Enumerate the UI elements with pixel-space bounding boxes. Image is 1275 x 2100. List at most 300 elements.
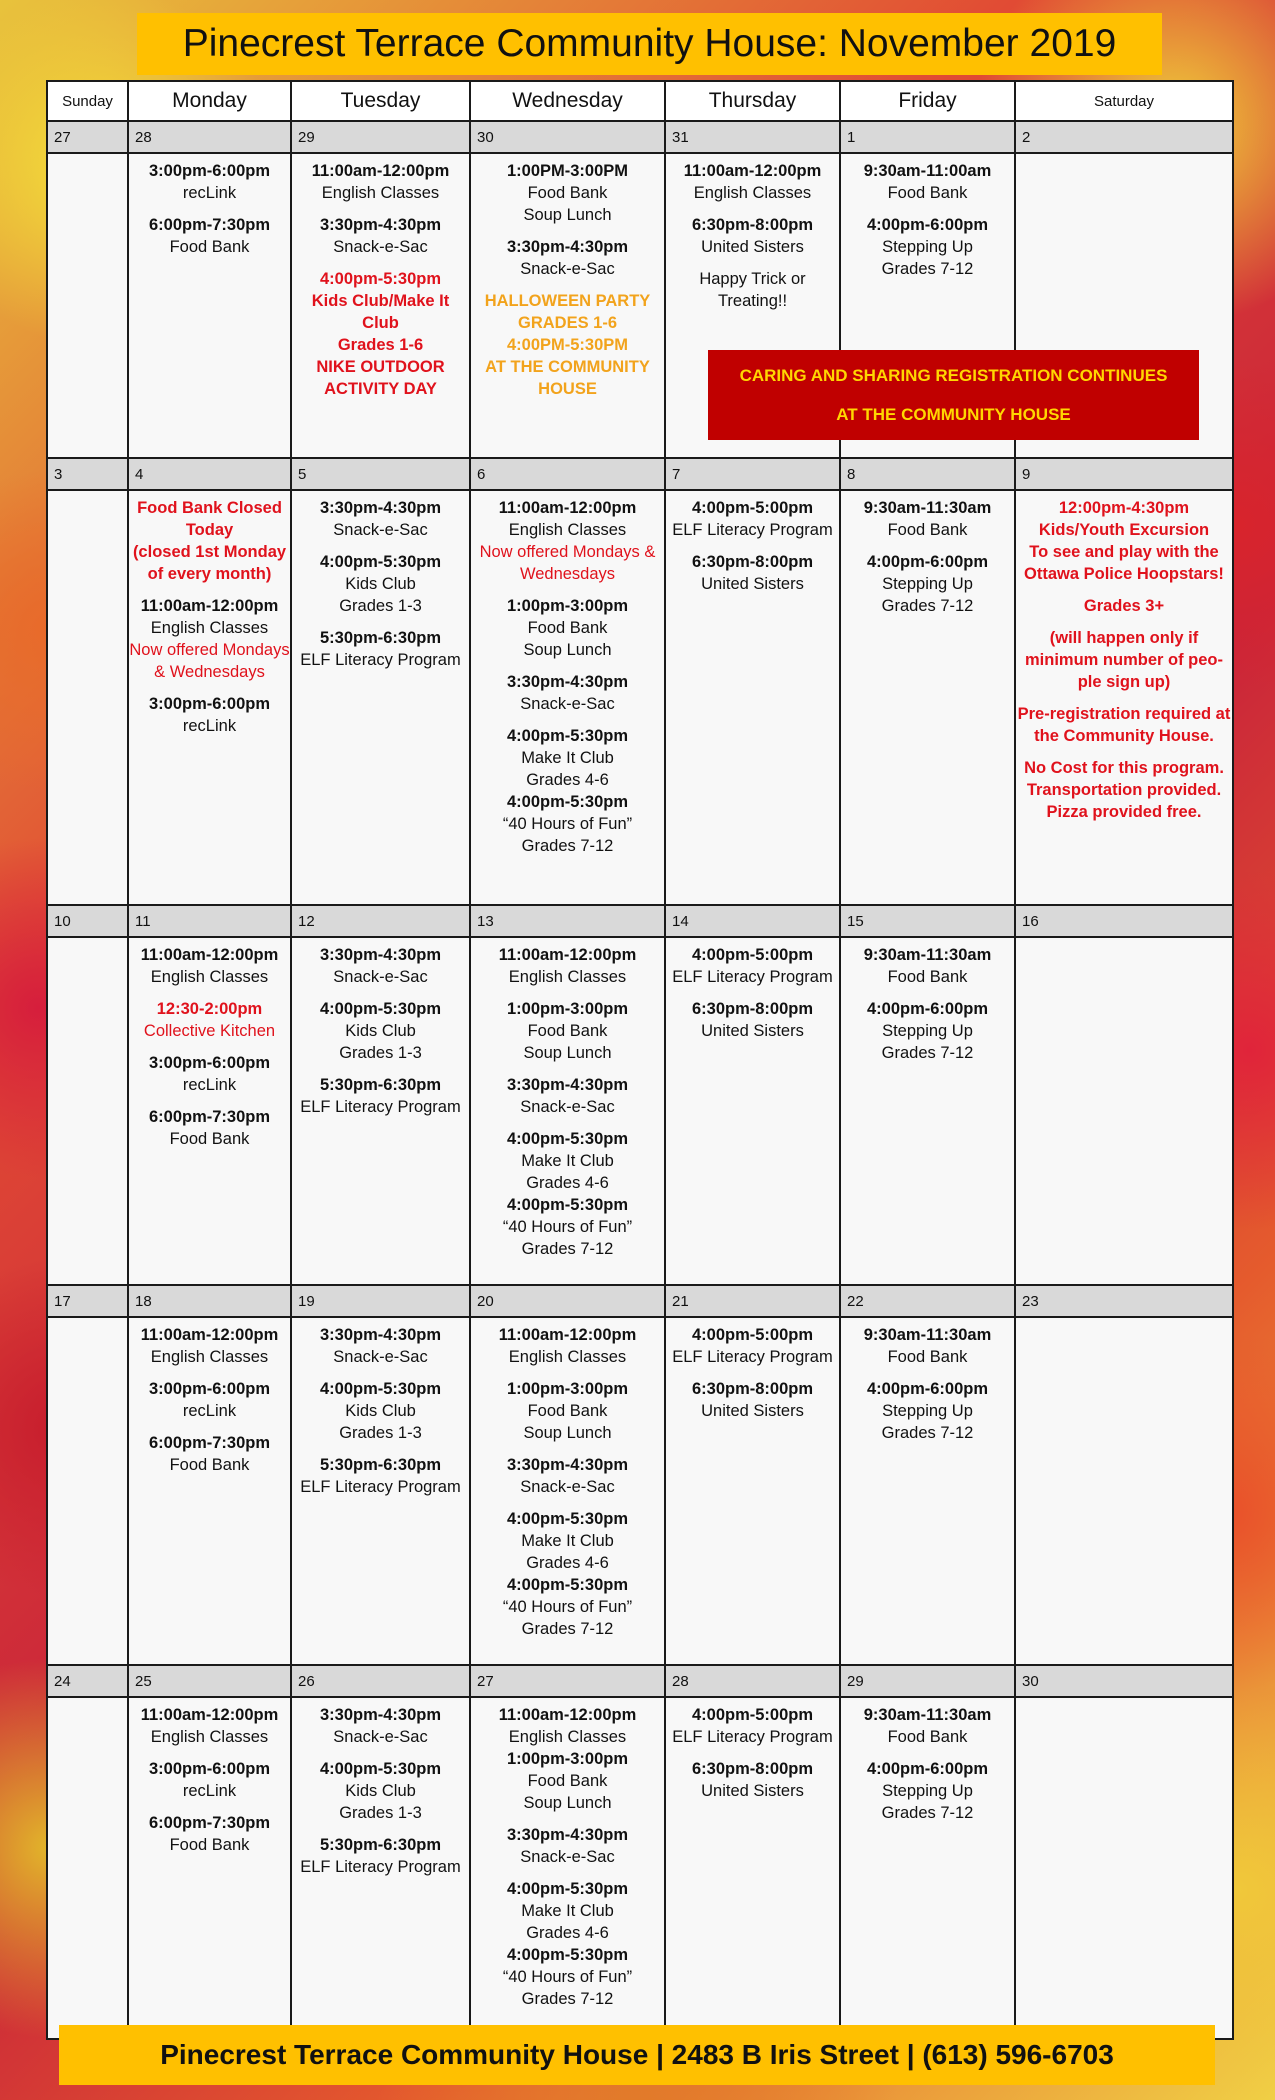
event-time: 6:00pm-7:30pm [148, 1814, 271, 1832]
calendar-event [841, 944, 1014, 988]
calendar-event [471, 1324, 664, 1368]
events-row [47, 490, 1233, 905]
event-text: Food Bank Closed Today [137, 499, 282, 539]
calendar-event [292, 1378, 469, 1444]
calendar-event [666, 551, 839, 595]
event-text: AT THE COMMUNITY HOUSE [485, 358, 650, 398]
event-text: To see and play with the Ottawa Police Hoopstars! [1024, 543, 1224, 583]
weekday-header: Saturday [1015, 81, 1233, 121]
calendar-event [471, 725, 664, 791]
event-time: 4:00pm-5:30pm [319, 270, 442, 288]
calendar-event [292, 1454, 469, 1498]
calendar-event [1016, 703, 1232, 747]
event-text: recLink [182, 1076, 237, 1094]
event-text: Grades 7-12 [881, 597, 974, 615]
event-time: 3:30pm-4:30pm [319, 1326, 442, 1344]
event-text: Stepping Up [882, 238, 973, 256]
event-text: (closed 1st Monday of every month) [132, 543, 287, 583]
day-cell [665, 937, 840, 1285]
event-text: Food Bank [169, 238, 250, 256]
date-number: 18 [128, 1285, 291, 1317]
event-text: “40 Hours of Fun” [502, 815, 633, 833]
date-number: 7 [665, 458, 840, 490]
event-text: English Classes [321, 184, 440, 202]
event-text: English Classes [150, 619, 269, 637]
day-cell [840, 490, 1015, 905]
calendar-event [129, 944, 290, 988]
calendar-event [841, 998, 1014, 1064]
event-time: 4:00pm-6:00pm [866, 216, 989, 234]
date-number: 29 [291, 121, 470, 153]
calendar-event [841, 1704, 1014, 1748]
date-number: 19 [291, 1285, 470, 1317]
calendar-event [471, 1748, 664, 1814]
event-time: 11:00am-12:00pm [140, 946, 279, 964]
registration-banner-line: CARING AND SHARING REGISTRATION CONTINUES [739, 365, 1168, 385]
day-cell [1015, 1317, 1233, 1665]
event-text: Food Bank [169, 1836, 250, 1854]
calendar-event [292, 551, 469, 617]
day-cell [840, 937, 1015, 1285]
date-number: 11 [128, 905, 291, 937]
event-text: English Classes [150, 1728, 269, 1746]
event-text: recLink [182, 1782, 237, 1800]
calendar-event [292, 1834, 469, 1878]
event-text: Stepping Up [882, 1782, 973, 1800]
event-text: Stepping Up [882, 1402, 973, 1420]
event-time: 9:30am-11:30am [863, 1326, 992, 1344]
event-time: 6:30pm-8:00pm [691, 1760, 814, 1778]
calendar-event [471, 1878, 664, 1944]
event-text: No Cost for this program. Transportation provided. Pizza provided free. [1024, 759, 1224, 821]
event-text: Food Bank [169, 1130, 250, 1148]
event-time: 4:00pm-5:30pm [506, 1946, 629, 1964]
calendar-event [292, 627, 469, 671]
event-text: Grades 7-12 [881, 1804, 974, 1822]
event-text: recLink [182, 1402, 237, 1420]
event-text: United Sisters [701, 1782, 804, 1800]
date-number: 13 [470, 905, 665, 937]
event-time: 4:00pm-5:30pm [506, 1576, 629, 1594]
date-number: 17 [47, 1285, 128, 1317]
event-time: 4:00pm-5:30pm [319, 553, 442, 571]
event-text: 4:00PM-5:30PM [506, 336, 629, 354]
date-number: 28 [665, 1665, 840, 1697]
event-time: 6:00pm-7:30pm [148, 1434, 271, 1452]
date-row [47, 458, 1233, 490]
calendar-event [666, 268, 839, 312]
event-text: Snack-e-Sac [333, 1348, 428, 1366]
event-text: United Sisters [701, 1022, 804, 1040]
event-text: Grades 4-6 [526, 1174, 609, 1192]
calendar-event [292, 944, 469, 988]
event-time: 11:00am-12:00pm [140, 1706, 279, 1724]
calendar-event [129, 1324, 290, 1368]
event-time: 5:30pm-6:30pm [319, 1076, 442, 1094]
calendar-event [1016, 627, 1232, 693]
date-row [47, 905, 1233, 937]
weekday-header-row [47, 81, 1233, 121]
event-text: Soup Lunch [523, 206, 612, 224]
calendar-event [292, 214, 469, 258]
day-cell [665, 1697, 840, 2039]
event-text: Food Bank [169, 1456, 250, 1474]
event-time: 4:00pm-5:30pm [506, 1130, 629, 1148]
calendar-event [129, 595, 290, 683]
event-time: 4:00pm-5:30pm [319, 1380, 442, 1398]
event-note: Now offered Mondays & Wednesdays [479, 543, 656, 583]
day-cell [128, 1317, 291, 1665]
event-time: 3:30pm-4:30pm [319, 1706, 442, 1724]
date-number: 6 [470, 458, 665, 490]
calendar-event [471, 791, 664, 857]
page-title: Pinecrest Terrace Community House: November 2019 [137, 13, 1162, 75]
event-text: Grades 4-6 [526, 1924, 609, 1942]
date-number: 27 [470, 1665, 665, 1697]
events-row [47, 1697, 1233, 2039]
event-text: ELF Literacy Program [300, 1098, 461, 1116]
calendar-event [471, 1074, 664, 1118]
date-number: 23 [1015, 1285, 1233, 1317]
event-time: 4:00pm-6:00pm [866, 1380, 989, 1398]
event-time: 3:00pm-6:00pm [148, 1380, 271, 1398]
event-time: 4:00pm-6:00pm [866, 1000, 989, 1018]
calendar-event [471, 1704, 664, 1748]
event-text: Kids/Youth Excursion [1038, 521, 1210, 539]
event-text: Snack-e-Sac [333, 521, 428, 539]
date-row [47, 1665, 1233, 1697]
calendar-event [841, 1758, 1014, 1824]
calendar-event [471, 1194, 664, 1260]
event-text: Snack-e-Sac [333, 238, 428, 256]
calendar-event [129, 1758, 290, 1802]
event-time: 12:00pm-4:30pm [1058, 499, 1190, 517]
calendar-event [666, 1324, 839, 1368]
event-text: Food Bank [887, 968, 968, 986]
day-cell [128, 937, 291, 1285]
weekday-header: Friday [840, 81, 1015, 121]
date-number: 24 [47, 1665, 128, 1697]
event-time: 1:00pm-3:00pm [506, 597, 629, 615]
date-row [47, 1285, 1233, 1317]
calendar-event [292, 1758, 469, 1824]
event-time: 6:30pm-8:00pm [691, 1000, 814, 1018]
calendar-event [129, 497, 290, 585]
event-text: recLink [182, 184, 237, 202]
day-cell [1015, 490, 1233, 905]
registration-banner [708, 350, 1199, 440]
event-text: Food Bank [887, 1348, 968, 1366]
event-time: 11:00am-12:00pm [498, 1706, 637, 1724]
event-text: Make It Club [521, 1532, 614, 1550]
calendar-event [129, 1052, 290, 1096]
day-cell [128, 1697, 291, 2039]
calendar-event [292, 268, 469, 400]
calendar-event [129, 1106, 290, 1150]
calendar-event [666, 160, 839, 204]
event-time: 4:00pm-5:00pm [691, 1706, 814, 1724]
event-text: English Classes [508, 1728, 627, 1746]
day-cell [47, 1697, 128, 2039]
event-text: Snack-e-Sac [520, 260, 615, 278]
calendar-event [129, 998, 290, 1042]
date-number: 10 [47, 905, 128, 937]
event-text: Stepping Up [882, 575, 973, 593]
calendar-event [129, 214, 290, 258]
calendar-event [471, 1508, 664, 1574]
calendar-event [471, 160, 664, 226]
calendar-event [841, 160, 1014, 204]
event-time: 3:00pm-6:00pm [148, 695, 271, 713]
event-text: “40 Hours of Fun” [502, 1968, 633, 1986]
event-text: ELF Literacy Program [672, 1728, 833, 1746]
event-time: 11:00am-12:00pm [683, 162, 822, 180]
event-text: Kids Club [345, 1402, 416, 1420]
event-time: 5:30pm-6:30pm [319, 1456, 442, 1474]
event-note: Now offered Mondays & Wednesdays [129, 641, 290, 681]
calendar-event [471, 1824, 664, 1868]
calendar-event [471, 1454, 664, 1498]
event-text: ELF Literacy Program [300, 651, 461, 669]
date-number: 31 [665, 121, 840, 153]
calendar-event [129, 693, 290, 737]
calendar-event [292, 1704, 469, 1748]
event-text: Kids Club/Make It Club [311, 292, 450, 332]
event-time: 6:30pm-8:00pm [691, 553, 814, 571]
footer-contact: Pinecrest Terrace Community House | 2483 B Iris Street | (613) 596-6703 [59, 2025, 1215, 2085]
event-text: NIKE OUTDOOR ACTIVITY DAY [316, 358, 445, 398]
event-text: Snack-e-Sac [520, 1478, 615, 1496]
event-text: Soup Lunch [523, 1044, 612, 1062]
calendar-event [292, 497, 469, 541]
calendar-event [129, 1432, 290, 1476]
date-number: 3 [47, 458, 128, 490]
event-text: Snack-e-Sac [520, 1098, 615, 1116]
calendar-event [666, 1378, 839, 1422]
event-text: ELF Literacy Program [672, 1348, 833, 1366]
event-text: “40 Hours of Fun” [502, 1598, 633, 1616]
day-cell [128, 153, 291, 458]
date-number: 29 [840, 1665, 1015, 1697]
event-text: Food Bank [527, 184, 608, 202]
day-cell [470, 937, 665, 1285]
day-cell [665, 490, 840, 905]
event-text: recLink [182, 717, 237, 735]
calendar-event [666, 214, 839, 258]
event-text: English Classes [150, 1348, 269, 1366]
date-number: 5 [291, 458, 470, 490]
day-cell [47, 153, 128, 458]
calendar-event [471, 998, 664, 1064]
day-cell [47, 1317, 128, 1665]
event-text: Kids Club [345, 1022, 416, 1040]
event-time: 11:00am-12:00pm [498, 1326, 637, 1344]
calendar-event [292, 998, 469, 1064]
weekday-header: Thursday [665, 81, 840, 121]
event-time: 6:30pm-8:00pm [691, 216, 814, 234]
date-number: 1 [840, 121, 1015, 153]
date-number: 28 [128, 121, 291, 153]
event-text: Soup Lunch [523, 641, 612, 659]
event-time: 9:30am-11:30am [863, 946, 992, 964]
date-number: 22 [840, 1285, 1015, 1317]
calendar-event [666, 1758, 839, 1802]
event-text: ELF Literacy Program [300, 1858, 461, 1876]
calendar-event [1016, 497, 1232, 585]
event-text: Food Bank [887, 521, 968, 539]
event-time: 11:00am-12:00pm [498, 499, 637, 517]
calendar-event [471, 1944, 664, 2010]
event-text: “40 Hours of Fun” [502, 1218, 633, 1236]
event-text: Food Bank [527, 619, 608, 637]
event-time: 9:30am-11:00am [863, 162, 992, 180]
calendar-event [471, 671, 664, 715]
date-number: 8 [840, 458, 1015, 490]
event-text: United Sisters [701, 1402, 804, 1420]
date-number: 21 [665, 1285, 840, 1317]
weekday-header: Monday [128, 81, 291, 121]
event-text: Grades 7-12 [521, 1620, 614, 1638]
day-cell [1015, 937, 1233, 1285]
calendar-event [129, 160, 290, 204]
day-cell [665, 1317, 840, 1665]
event-text: Food Bank [527, 1772, 608, 1790]
calendar-event [129, 1378, 290, 1422]
event-time: 12:30-2:00pm [156, 1000, 263, 1018]
day-cell [291, 937, 470, 1285]
event-time: 4:00pm-5:30pm [506, 793, 629, 811]
event-text: Grades 4-6 [526, 1554, 609, 1572]
weekday-header: Wednesday [470, 81, 665, 121]
day-cell [291, 153, 470, 458]
event-text: Grades 7-12 [881, 260, 974, 278]
event-text: Pre-registration required at the Community House. [1017, 705, 1231, 745]
event-time: 4:00pm-5:00pm [691, 946, 814, 964]
event-time: 4:00pm-5:00pm [691, 499, 814, 517]
event-text: English Classes [508, 1348, 627, 1366]
event-text: Soup Lunch [523, 1794, 612, 1812]
day-cell [291, 490, 470, 905]
event-text: Kids Club [345, 1782, 416, 1800]
event-text: English Classes [150, 968, 269, 986]
event-time: 9:30am-11:30am [863, 499, 992, 517]
event-text: Grades 7-12 [881, 1044, 974, 1062]
event-time: 11:00am-12:00pm [140, 1326, 279, 1344]
calendar-event [666, 998, 839, 1042]
calendar-event [666, 944, 839, 988]
calendar-event [292, 1324, 469, 1368]
event-time: 1:00PM-3:00PM [506, 162, 629, 180]
day-cell [840, 1317, 1015, 1665]
calendar-event [471, 944, 664, 988]
event-text: Grades 1-3 [339, 1044, 422, 1062]
event-text: Grades 4-6 [526, 771, 609, 789]
event-time: 11:00am-12:00pm [498, 946, 637, 964]
date-number: 27 [47, 121, 128, 153]
event-time: 4:00pm-5:00pm [691, 1326, 814, 1344]
event-text: ELF Literacy Program [672, 521, 833, 539]
calendar-event [1016, 595, 1232, 617]
event-text: Snack-e-Sac [333, 968, 428, 986]
day-cell [470, 1697, 665, 2039]
event-text: Collective Kitchen [143, 1022, 276, 1040]
events-row [47, 937, 1233, 1285]
calendar-event [129, 1812, 290, 1856]
date-number: 30 [470, 121, 665, 153]
event-text: ELF Literacy Program [672, 968, 833, 986]
event-text: Make It Club [521, 1152, 614, 1170]
event-text: Grades 1-3 [339, 1804, 422, 1822]
event-time: 3:30pm-4:30pm [506, 238, 629, 256]
calendar-event [841, 551, 1014, 617]
day-cell [47, 937, 128, 1285]
day-cell [470, 153, 665, 458]
event-time: 3:30pm-4:30pm [506, 1076, 629, 1094]
event-text: Make It Club [521, 749, 614, 767]
event-text: Food Bank [887, 184, 968, 202]
event-time: 4:00pm-5:30pm [506, 1510, 629, 1528]
calendar-event [841, 214, 1014, 280]
day-cell [291, 1317, 470, 1665]
event-time: 3:30pm-4:30pm [319, 946, 442, 964]
event-time: 1:00pm-3:00pm [506, 1000, 629, 1018]
day-cell [47, 490, 128, 905]
date-number: 25 [128, 1665, 291, 1697]
event-text: Grades 7-12 [521, 837, 614, 855]
day-cell [470, 490, 665, 905]
event-text: Food Bank [527, 1402, 608, 1420]
calendar-event [471, 236, 664, 280]
weekday-header: Sunday [47, 81, 128, 121]
events-row [47, 1317, 1233, 1665]
event-time: 1:00pm-3:00pm [506, 1750, 629, 1768]
event-text: Grades 7-12 [521, 1990, 614, 2008]
event-time: 3:00pm-6:00pm [148, 162, 271, 180]
event-time: 4:00pm-5:30pm [319, 1000, 442, 1018]
calendar-event [841, 497, 1014, 541]
date-row [47, 121, 1233, 153]
event-text: Grades 7-12 [881, 1424, 974, 1442]
event-time: 3:30pm-4:30pm [319, 499, 442, 517]
event-time: 4:00pm-5:30pm [506, 727, 629, 745]
event-time: 4:00pm-5:30pm [506, 1880, 629, 1898]
day-cell [1015, 1697, 1233, 2039]
event-text: English Classes [693, 184, 812, 202]
event-text: United Sisters [701, 238, 804, 256]
date-number: 9 [1015, 458, 1233, 490]
calendar-event [292, 160, 469, 204]
event-text: Kids Club [345, 575, 416, 593]
calendar-event [129, 1704, 290, 1748]
event-text: Snack-e-Sac [520, 1848, 615, 1866]
event-text: Grades 1-3 [339, 1424, 422, 1442]
day-cell [291, 1697, 470, 2039]
date-number: 16 [1015, 905, 1233, 937]
calendar-event [666, 497, 839, 541]
calendar-event [471, 290, 664, 400]
event-text: Snack-e-Sac [520, 695, 615, 713]
event-time: 3:00pm-6:00pm [148, 1760, 271, 1778]
calendar-event [292, 1074, 469, 1118]
event-time: 6:00pm-7:30pm [148, 1108, 271, 1126]
day-cell [128, 490, 291, 905]
calendar-event [471, 1574, 664, 1640]
date-number: 15 [840, 905, 1015, 937]
event-text: United Sisters [701, 575, 804, 593]
event-time: 9:30am-11:30am [863, 1706, 992, 1724]
calendar-event [471, 497, 664, 585]
date-number: 2 [1015, 121, 1233, 153]
